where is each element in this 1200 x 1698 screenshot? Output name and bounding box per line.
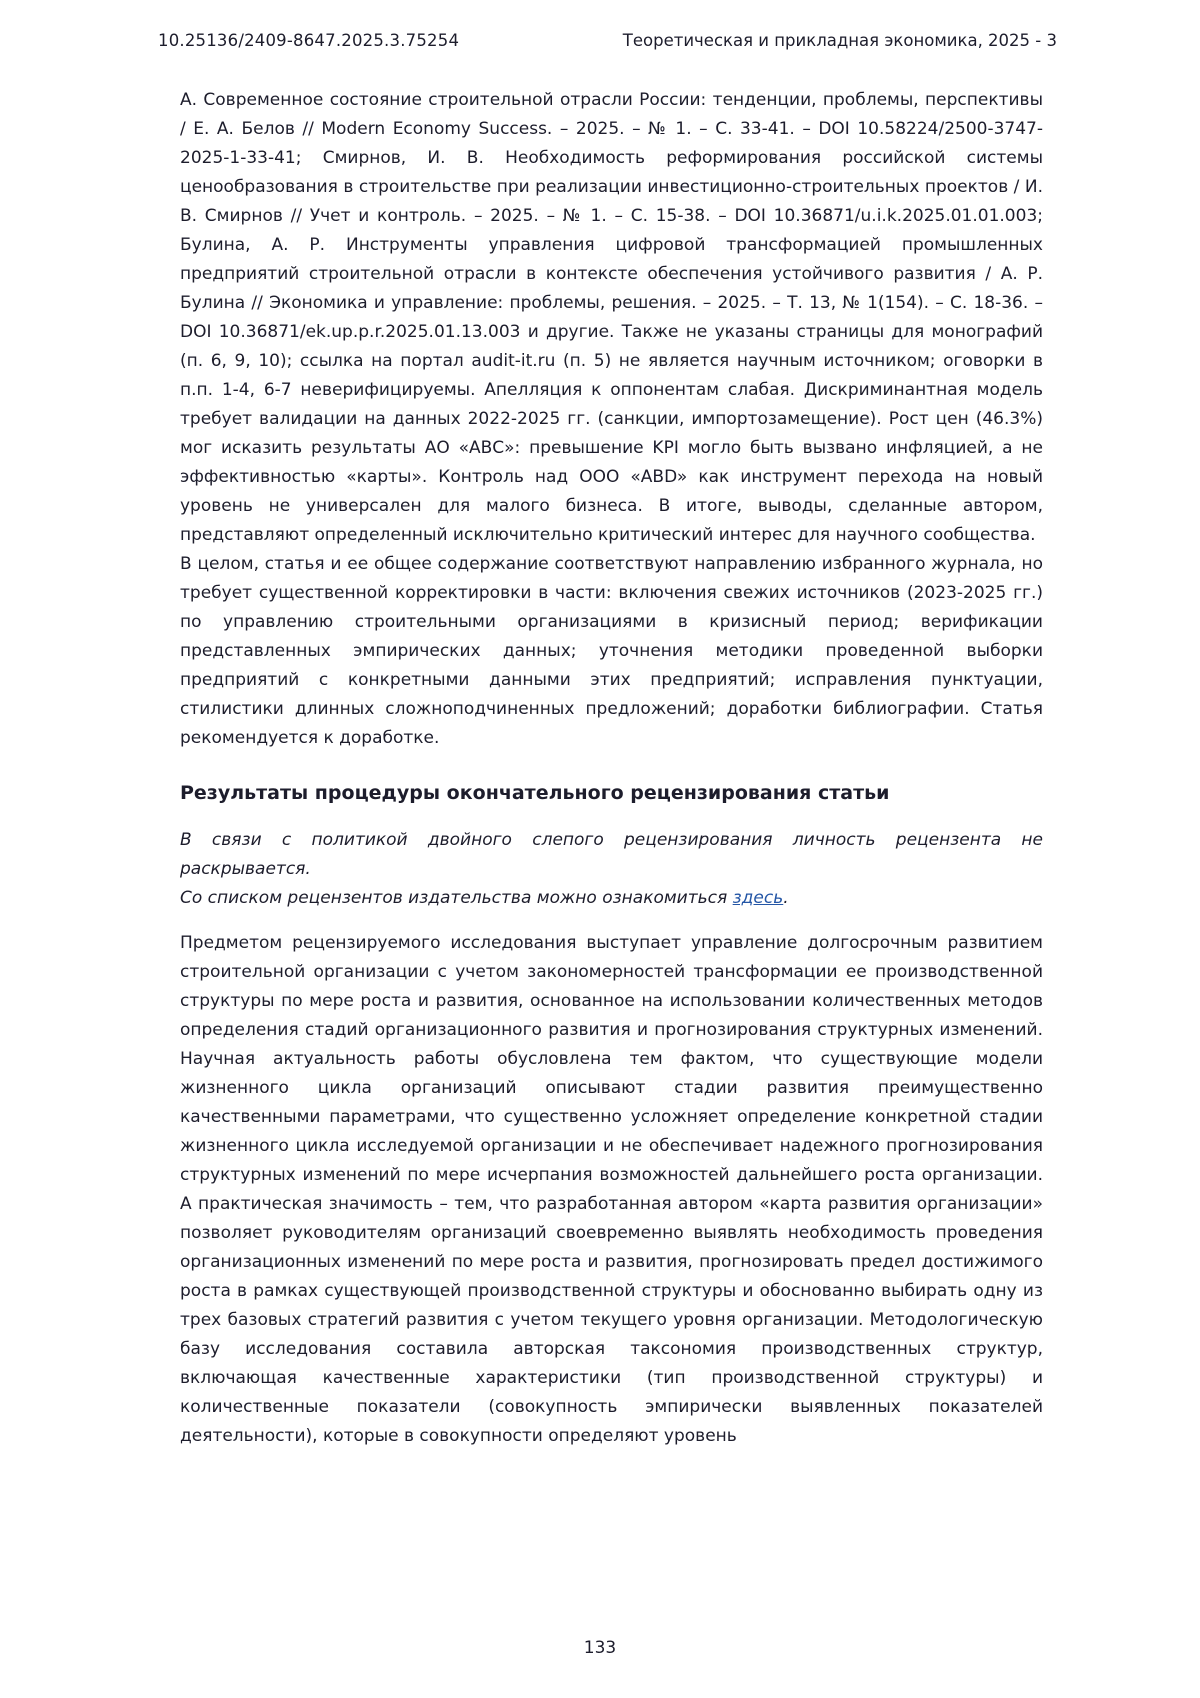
blind-review-policy-note: В связи с политикой двойного слепого рецензирования личность рецензента не раскрывается. (180, 830, 1043, 879)
final-review-paragraph: Предметом рецензируемого исследования выступает управление долгосрочным развитием строительной организации с учетом закономерностей трансформации ее производственной структуры по мере роста и развития, основанное на использовании количественных методов определения стадий организационного развития и прогнозирования структурных изменений. Научная актуальность работы обусловлена тем фактом, что существующие модели жизненного цикла организаций описывают стадии развития преимущественно качественными параметрами, что существенно усложняет определение конкретной стадии жизненного цикла исследуемой организации и не обеспечивает надежного прогнозирования структурных изменений по мере исчерпания возможностей дальнейшего роста организации. А практическая значимость – тем, что разработанная автором «карта развития организации» позволяет руководителям организаций своевременно выявлять необходимость проведения организационных изменений по мере роста и развития, прогнозировать предел достижимого роста в рамках существующей производственной структуры и обоснованно выбирать одну из трех базовых стратегий развития с учетом текущего уровня организации. Методологическую базу исследования составила авторская таксономия производственных структур, включающая качественные характеристики (тип производственной структуры) и количественные показатели (совокупность эмпирически выявленных показателей деятельности), которые в совокупности определяют уровень (180, 933, 1043, 1446)
reviewer-list-note-period: . (783, 888, 789, 908)
page-header (158, 30, 1057, 52)
review-paragraph-conclusion: В целом, статья и ее общее содержание соответствуют направлению избранного журнала, но требует существенной корректировки в части: включения свежих источников (2023-2025 гг.) по управлению строительными организациями в кризисный период; верификации представленных эмпирических данных; уточнения методики проведенной выборки предприятий с конкретными данными этих предприятий; исправления пунктуации, стилистики длинных сложноподчиненных предложений; доработки библиографии. Статья рекомендуется к доработке. (180, 554, 1043, 748)
reviewer-list-note-text: Со списком рецензентов издательства можно ознакомиться (180, 888, 733, 908)
reviewer-list-note (180, 884, 1043, 913)
page-content (180, 86, 1043, 1451)
review-paragraph-bibliography: А. Современное состояние строительной отрасли России: тенденции, проблемы, перспективы / Е. А. Белов // Modern Economy Success. – 2025. – № 1. – С. 33-41. – DOI 10.58224/2500-3747-2025-1-33-41; Смирнов, И. В. Необходимость реформирования российской системы ценообразования в строительстве при реализации инвестиционно-строительных проектов / И. В. Смирнов // Учет и контроль. – 2025. – № 1. – С. 15-38. – DOI 10.36871/u.i.k.2025.01.01.003; Булина, А. Р. Инструменты управления цифровой трансформацией промышленных предприятий строительной отрасли в контексте обеспечения устойчивого развития / А. Р. Булина // Экономика и управление: проблемы, решения. – 2025. – Т. 13, № 1(154). – С. 18-36. – DOI 10.36871/ek.up.p.r.2025.01.13.003 и другие. Также не указаны страницы для монографий (п. 6, 9, 10); ссылка на портал audit-it.ru (п. 5) не является научным источником; оговорки в п.п. 1-4, 6-7 неверифицируемы. Апелляция к оппонентам слабая. Дискриминантная модель требует валидации на данных 2022-2025 гг. (санкции, импортозамещение). Рост цен (46.3%) мог исказить результаты АО «АВС»: превышение KPI могло быть вызвано инфляцией, а не эффективностью «карты». Контроль над ООО «ABD» как инструмент перехода на новый уровень не универсален для малого бизнеса. В итоге, выводы, сделанные автором, представляют определенный исключительно критический интерес для научного сообщества. (180, 90, 1043, 545)
reviewer-list-link[interactable]: здесь (732, 888, 784, 908)
page-footer (0, 1638, 1200, 1658)
article-doi: 10.25136/2409-8647.2025.3.75254 (158, 31, 460, 50)
section-heading-final-review-results: Результаты процедуры окончательного рецензирования статьи (180, 782, 890, 804)
journal-title: Теоретическая и прикладная экономика, 2025 - 3 (622, 31, 1057, 50)
page-number: 133 (583, 1638, 617, 1658)
